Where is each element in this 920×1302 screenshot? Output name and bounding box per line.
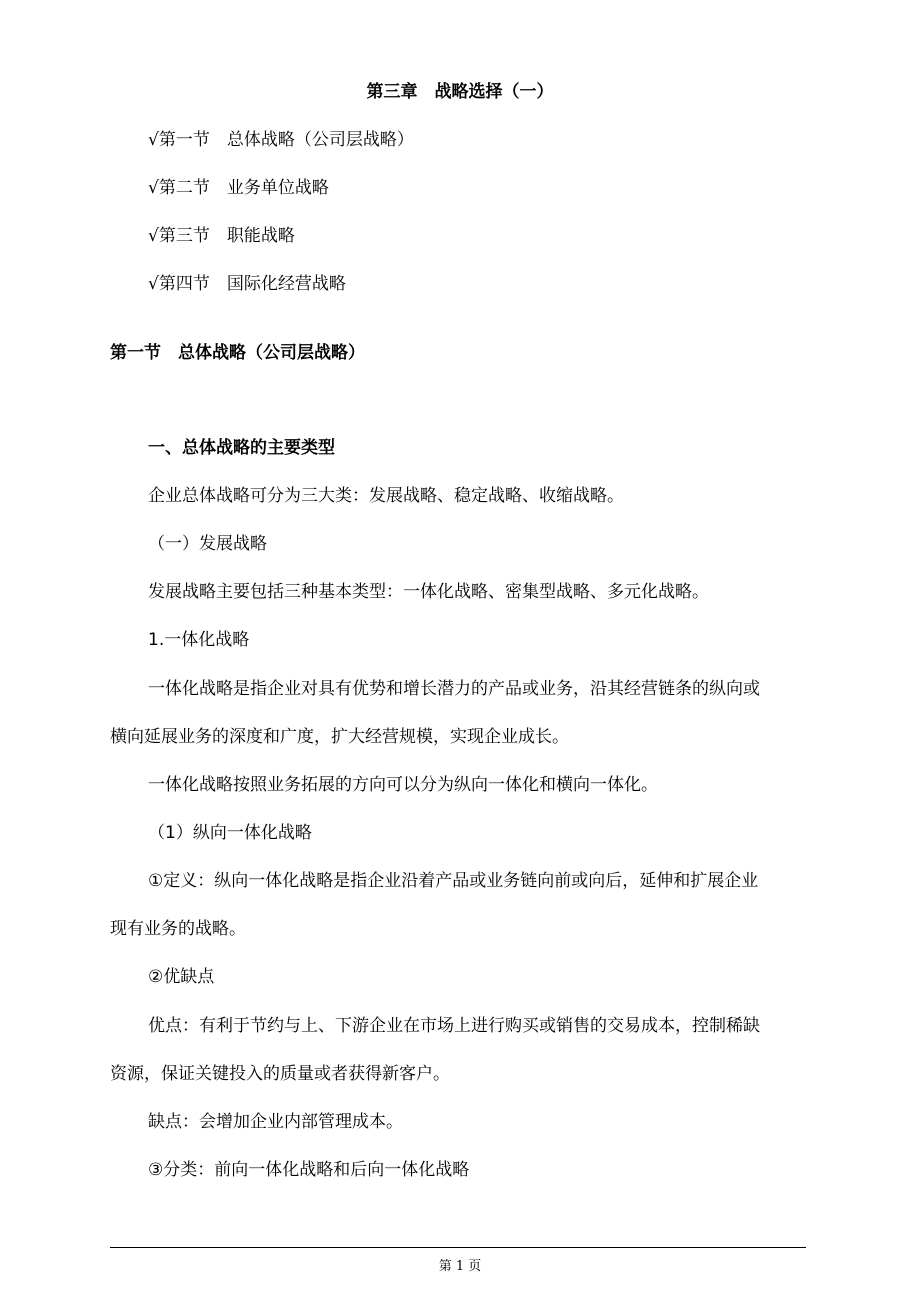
paragraph-line: （1）纵向一体化战略 [148,823,312,843]
paragraph-line: 缺点：会增加企业内部管理成本。 [148,1112,403,1132]
paragraph-line: 优点：有利于节约与上、下游企业在市场上进行购买或销售的交易成本，控制稀缺 [148,1016,760,1036]
toc-item: √第三节 职能战略 [148,226,295,246]
sub-heading: 一、总体战略的主要类型 [148,438,335,458]
chapter-title: 第三章 战略选择（一） [366,82,554,102]
paragraph-line: 发展战略主要包括三种基本类型：一体化战略、密集型战略、多元化战略。 [148,582,709,602]
paragraph-line: （一）发展战略 [148,534,267,554]
paragraph-line: ③分类：前向一体化战略和后向一体化战略 [148,1160,470,1180]
paragraph-line: ①定义：纵向一体化战略是指企业沿着产品或业务链向前或向后，延伸和扩展企业 [148,871,759,891]
paragraph-line: 资源，保证关键投入的质量或者获得新客户。 [110,1064,450,1084]
paragraph-line: 1.一体化战略 [148,630,250,650]
toc-item: √第二节 业务单位战略 [148,178,329,198]
paragraph-line: 现有业务的战略。 [110,919,246,939]
footer-divider [110,1247,806,1248]
toc-item: √第四节 国际化经营战略 [148,274,346,294]
paragraph-line: 横向延展业务的深度和广度，扩大经营规模，实现企业成长。 [110,727,569,747]
paragraph-line: ②优缺点 [148,967,215,987]
section-heading: 第一节 总体战略（公司层战略） [110,343,365,363]
paragraph-line: 一体化战略是指企业对具有优势和增长潜力的产品或业务，沿其经营链条的纵向或 [148,679,760,699]
toc-item: √第一节 总体战略（公司层战略） [148,130,414,150]
paragraph-line: 一体化战略按照业务拓展的方向可以分为纵向一体化和横向一体化。 [148,775,658,795]
page-number: 第 1 页 [438,1259,482,1274]
paragraph-line: 企业总体战略可分为三大类：发展战略、稳定战略、收缩战略。 [148,486,624,506]
